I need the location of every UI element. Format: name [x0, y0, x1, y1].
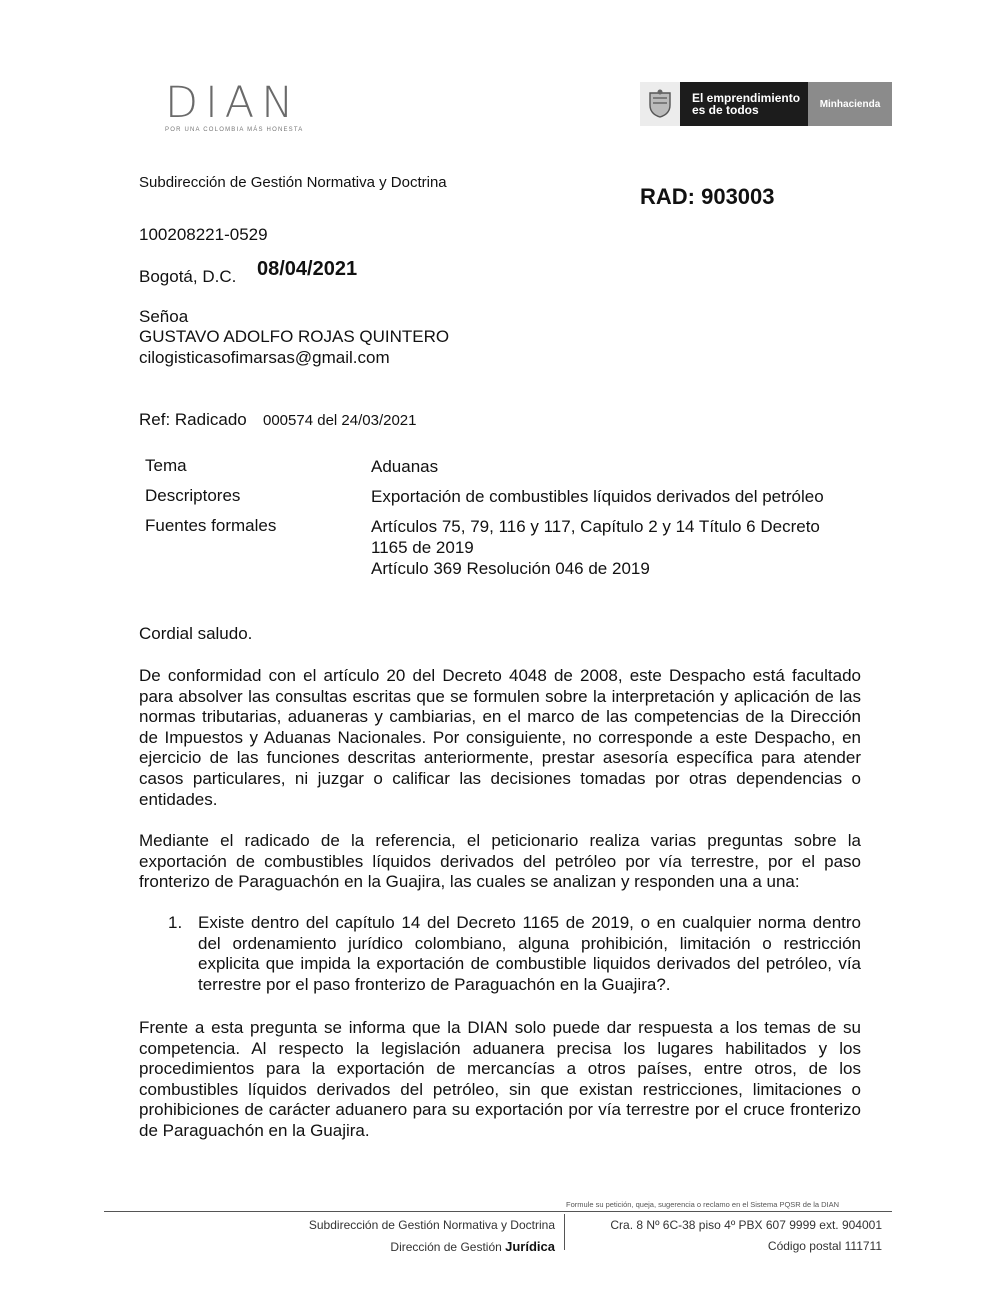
footer-direction — [309, 1236, 555, 1258]
paragraph-2 — [139, 831, 861, 893]
fuentes-value — [371, 516, 820, 579]
dian-logo — [165, 78, 304, 133]
footer-separator — [564, 1214, 565, 1250]
dian-logo-tagline: POR UNA COLOMBIA MÁS HONESTA — [165, 127, 304, 133]
descriptores-value: Exportación de combustibles líquidos derivados del petróleo — [371, 487, 824, 506]
paragraph-3-text: Frente a esta pregunta se informa que la DIAN solo puede dar respuesta a los temas de su competencia. Al respecto la legislación aduanera precisa los lugares habilitados y los procedimientos para la exportación de mercancías a otros países, entre otros, de los combustibles líquidos derivados del petróleo, sin que existan restricciones, limitaciones o prohibiciones de carácter aduanero para su exportación por vía terrestre por el cruce fronterizo de Paraguachón en la Guajira. — [139, 1018, 861, 1140]
paragraph-1 — [139, 666, 861, 810]
greeting: Cordial saludo. — [139, 624, 253, 643]
footer-address-block — [580, 1215, 882, 1257]
paragraph-1-text: De conformidad con el artículo 20 del Decreto 4048 de 2008, este Despacho está facultado para absolver las consultas escritas que se formulen sobre la interpretación y aplicación de las normas tributarias, aduaneras y cambiarias, en el marco de las competencias de la Dirección de Impuestos y Aduanas Nacionales. Por consiguiente, no corresponde a este Despacho, en ejercicio de las funciones descritas anteriormente, prestar asesoría específica para atender casos particulares, ni juzgar o calificar las decisiones tomadas por otras dependencias o entidades. — [139, 666, 861, 809]
list-item-number: 1. — [168, 913, 183, 932]
descriptores-label: Descriptores — [145, 486, 241, 505]
office-name: Subdirección de Gestión Normativa y Doctrina — [139, 174, 447, 191]
city: Bogotá, D.C. — [139, 267, 237, 286]
fuentes-line-3: Artículo 369 Resolución 046 de 2019 — [371, 559, 650, 578]
footer-divider — [104, 1211, 892, 1212]
recipient-name: GUSTAVO ADOLFO ROJAS QUINTERO — [139, 327, 450, 346]
banner-slogan: El emprendimiento es de todos — [680, 82, 808, 126]
ref-value: 000574 del 24/03/2021 — [263, 412, 417, 429]
paragraph-3 — [139, 1018, 861, 1142]
letter-date: 08/04/2021 — [257, 258, 358, 280]
footer-pqsr-note: Formule su petición, queja, sugerencia o reclamo en el Sistema PQSR de la DIAN — [566, 1200, 840, 1209]
footer-address: Cra. 8 Nº 6C-38 piso 4º PBX 607 9999 ext. 904001 — [610, 1218, 882, 1232]
tema-label: Tema — [145, 456, 187, 475]
salutation-title: Señoa — [139, 307, 189, 326]
tema-value: Aduanas — [371, 457, 439, 476]
document-number: 100208221-0529 — [139, 225, 268, 244]
minhacienda-banner — [640, 82, 892, 126]
ref-label: Ref: Radicado — [139, 410, 247, 429]
paragraph-2-text: Mediante el radicado de la referencia, el peticionario realiza varias preguntas sobre la exportación de combustibles líquidos derivados del petróleo por vía terrestre, por el paso fronterizo de Paraguachón en la Guajira, las cuales se analizan y responden una a una: — [139, 831, 861, 892]
footer-direction-prefix: Dirección de Gestión — [390, 1240, 506, 1254]
list-item-text: Existe dentro del capítulo 14 del Decreto 1165 de 2019, o en cualquier norma dentro del ordenamiento jurídico colombiano, alguna prohibición, limitación o restricción explicita que impida la exportación de combustible liquidos derivados del petróleo, vía terrestre por el paso fronterizo de Paraguachón en la Guajira?. — [198, 913, 861, 994]
fuentes-label: Fuentes formales — [145, 516, 277, 535]
list-item — [168, 913, 861, 995]
footer-direction-bold: Jurídica — [505, 1239, 555, 1254]
dian-logo-word: DIAN — [165, 78, 301, 128]
footer-postal: Código postal 111711 — [767, 1239, 882, 1253]
footer-office: Subdirección de Gestión Normativa y Doctrina — [308, 1218, 555, 1232]
coat-of-arms-icon — [640, 82, 680, 126]
rad-number: RAD: 903003 — [640, 184, 775, 209]
recipient-email: cilogisticasofimarsas@gmail.com — [139, 348, 390, 367]
fuentes-line-1: Artículos 75, 79, 116 y 117, Capítulo 2 y 14 Título 6 Decreto — [371, 517, 820, 536]
fuentes-line-2: 1165 de 2019 — [371, 538, 474, 557]
footer-office-block — [309, 1215, 555, 1258]
banner-ministry: Minhacienda — [808, 82, 892, 126]
